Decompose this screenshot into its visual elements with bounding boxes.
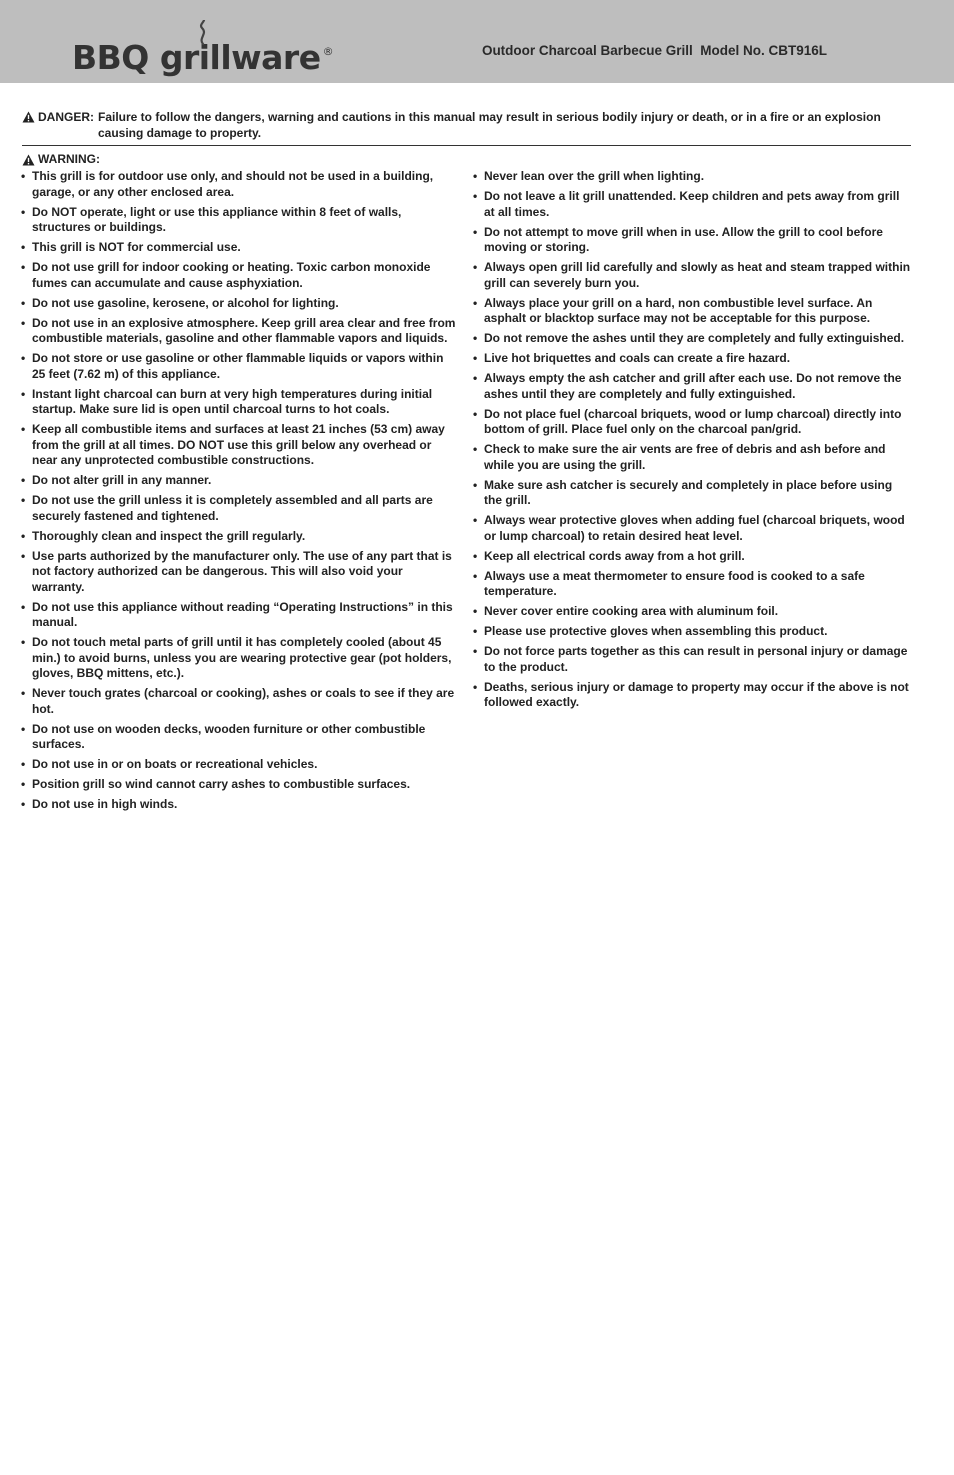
warning-list-item: • Do not place fuel (charcoal briquets, wood or lump charcoal) directly into bottom of grill. Place fuel only on the charcoal pan/grid. xyxy=(472,407,912,438)
warning-list-item: • Do NOT operate, light or use this appliance within 8 feet of walls, structures or buildings. xyxy=(20,205,456,236)
header-banner xyxy=(0,0,954,83)
warning-list-item: • Always empty the ash catcher and grill after each use. Do not remove the ashes until they are completely and fully extinguished. xyxy=(472,371,912,402)
warning-list-item: • This grill is for outdoor use only, and should not be used in a building, garage, or any other enclosed area. xyxy=(20,169,456,200)
warning-triangle-icon xyxy=(22,154,35,166)
warning-list-item: • Position grill so wind cannot carry ashes to combustible surfaces. xyxy=(20,777,456,793)
product-title: Outdoor Charcoal Barbecue Grill Model No. CBT916L xyxy=(481,43,827,58)
warning-list-item: • Instant light charcoal can burn at very high temperatures during initial startup. Make sure lid is open until charcoal turns to hot coals. xyxy=(20,387,456,418)
warning-list-item: • Do not store or use gasoline or other flammable liquids or vapors within 25 feet (7.62 m) of this appliance. xyxy=(20,351,456,382)
warning-list-item: • Do not use the grill unless it is completely assembled and all parts are securely fastened and tightened. xyxy=(20,493,456,524)
danger-label-group xyxy=(22,109,94,141)
warning-list-item: • Do not touch metal parts of grill until it has completely cooled (about 45 min.) to avoid burns, unless you are wearing protective gear (pot holders, gloves, BBQ mittens, etc.). xyxy=(20,635,456,682)
warning-list-item: • Please use protective gloves when assembling this product. xyxy=(472,624,912,640)
warning-list-item: • Make sure ash catcher is securely and completely in place before using the grill. xyxy=(472,478,912,509)
warning-list-item: • Use parts authorized by the manufacturer only. The use of any part that is not factory authorized can be dangerous. This will also void your warranty. xyxy=(20,549,456,596)
warning-column-right xyxy=(472,169,912,715)
warning-list-item: • Do not alter grill in any manner. xyxy=(20,473,456,489)
danger-notice xyxy=(22,109,911,141)
warning-list-item: • Do not use in high winds. xyxy=(20,797,456,813)
warning-list-item: • Do not attempt to move grill when in use. Allow the grill to cool before moving or storing. xyxy=(472,225,912,256)
warning-list-item: • Live hot briquettes and coals can create a fire hazard. xyxy=(472,351,912,367)
warning-list-item: • Do not use in an explosive atmosphere. Keep grill area clear and free from combustible materials, gasoline and other flammable vapors and liquids. xyxy=(20,316,456,347)
danger-text: Failure to follow the dangers, warning and cautions in this manual may result in serious bodily injury or death, or in a fire or an explosion causing damage to property. xyxy=(98,110,881,140)
warning-list-item: • Never lean over the grill when lighting. xyxy=(472,169,912,185)
warning-list-item: • Always use a meat thermometer to ensure food is cooked to a safe temperature. xyxy=(472,569,912,600)
warning-list-item: • Never touch grates (charcoal or cooking), ashes or coals to see if they are hot. xyxy=(20,686,456,717)
warning-list-item: • Do not use on wooden decks, wooden furniture or other combustible surfaces. xyxy=(20,722,456,753)
warning-list-left xyxy=(20,169,456,813)
warning-list-item: • Do not use gasoline, kerosene, or alcohol for lighting. xyxy=(20,296,456,312)
warning-list-item: • Do not use grill for indoor cooking or heating. Toxic carbon monoxide fumes can accumulate and cause asphyxiation. xyxy=(20,260,456,291)
brand-logo xyxy=(72,18,334,80)
warning-list-item: • Keep all electrical cords away from a hot grill. xyxy=(472,549,912,565)
warning-label: WARNING: xyxy=(38,152,100,166)
registered-mark: ® xyxy=(322,45,334,58)
warning-list-item: • Do not remove the ashes until they are completely and fully extinguished. xyxy=(472,331,912,347)
warning-heading xyxy=(20,152,456,168)
warning-list-item: • Do not leave a lit grill unattended. Keep children and pets away from grill at all times. xyxy=(472,189,912,220)
warning-list-item: • Always open grill lid carefully and slowly as heat and steam trapped within grill can severely burn you. xyxy=(472,260,912,291)
warning-list-item: • Never cover entire cooking area with aluminum foil. xyxy=(472,604,912,620)
danger-label: DANGER: xyxy=(38,110,94,124)
warning-list-item: • This grill is NOT for commercial use. xyxy=(20,240,456,256)
warning-list-item: • Do not force parts together as this can result in personal injury or damage to the product. xyxy=(472,644,912,675)
smoke-swirl-icon xyxy=(196,20,210,46)
logo-text: BBQ grillware xyxy=(72,38,321,77)
warning-list-item: • Thoroughly clean and inspect the grill regularly. xyxy=(20,529,456,545)
warning-list-right xyxy=(472,169,912,711)
warning-list-item: • Always wear protective gloves when adding fuel (charcoal briquets, wood or lump charcoal) to retain desired heat level. xyxy=(472,513,912,544)
warning-triangle-icon xyxy=(22,111,35,123)
divider xyxy=(22,145,911,146)
warning-list-item: • Keep all combustible items and surfaces at least 21 inches (53 cm) away from the grill at all times. DO NOT use this grill below any overhead or near any unprotected combustible constructions. xyxy=(20,422,456,469)
warning-list-item: • Always place your grill on a hard, non combustible level surface. An asphalt or blacktop surface may not be acceptable for this purpose. xyxy=(472,296,912,327)
warning-list-item: • Check to make sure the air vents are free of debris and ash before and while you are using the grill. xyxy=(472,442,912,473)
warning-column-left xyxy=(20,152,456,817)
warning-list-item: • Do not use this appliance without reading “Operating Instructions” in this manual. xyxy=(20,600,456,631)
warning-list-item: • Deaths, serious injury or damage to property may occur if the above is not followed exactly. xyxy=(472,680,912,711)
warning-list-item: • Do not use in or on boats or recreational vehicles. xyxy=(20,757,456,773)
